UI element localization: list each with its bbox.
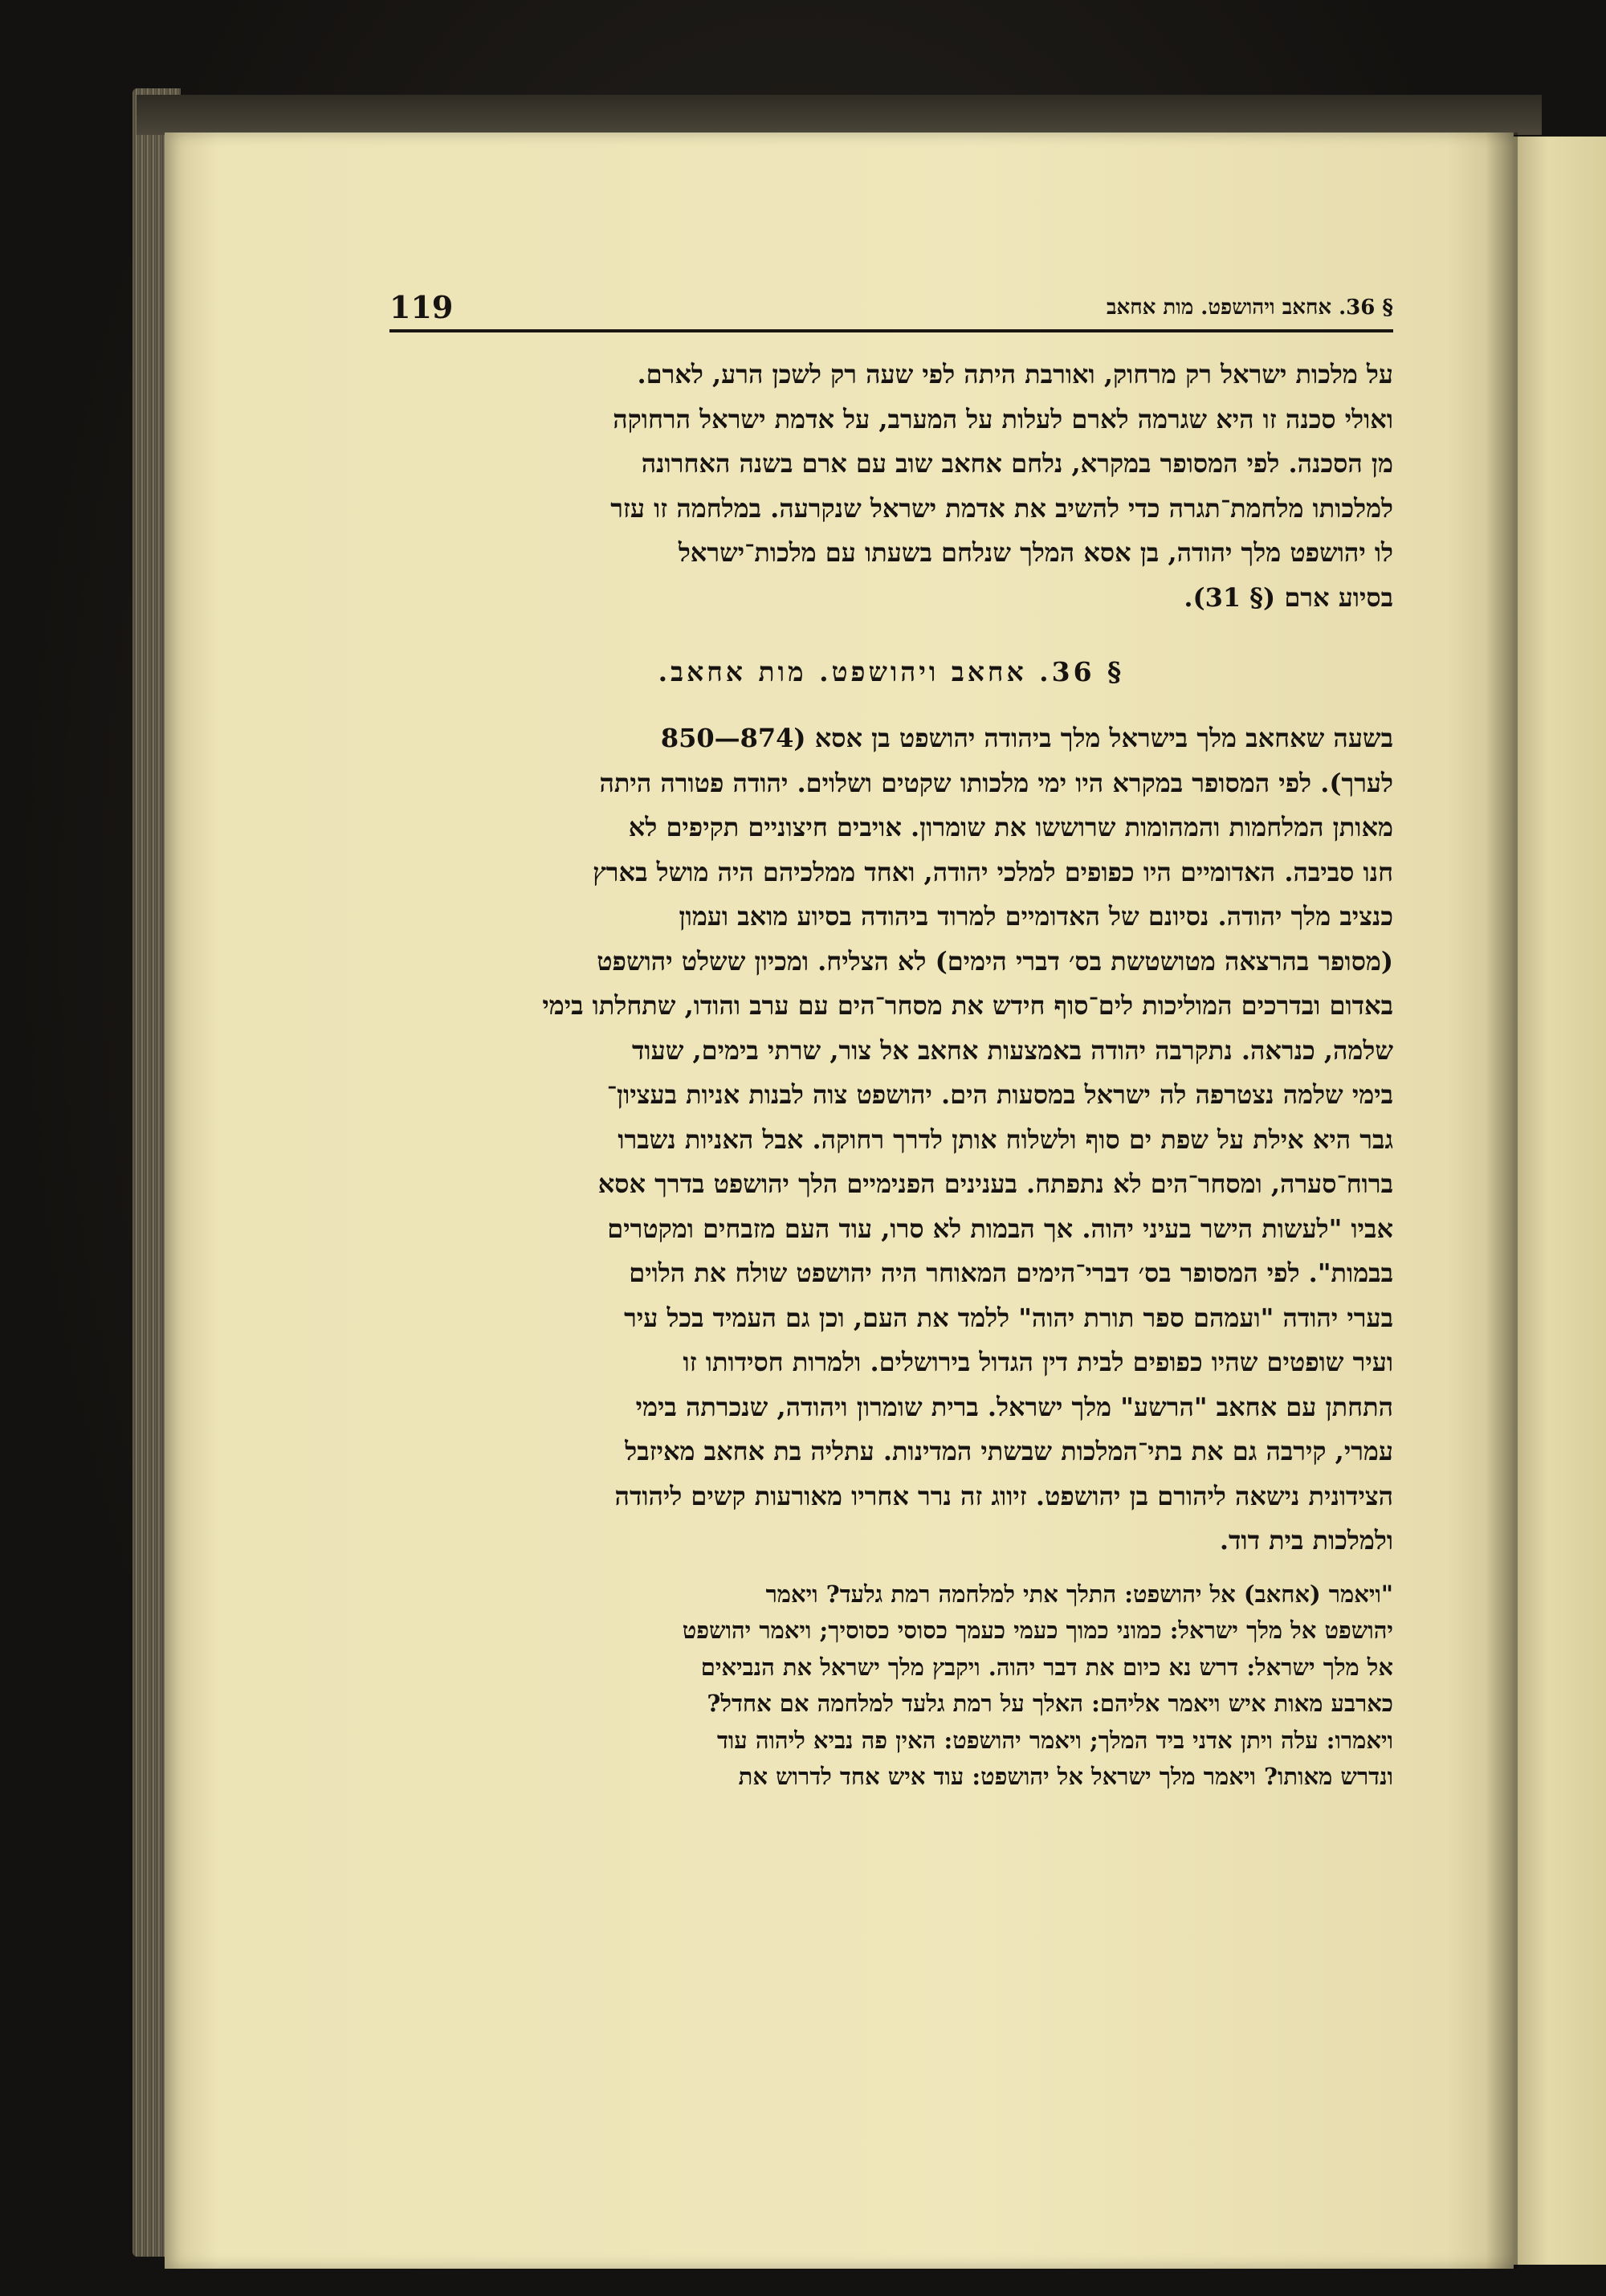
text-line: בשעה שאחאב מלך בישראל מלך ביהודה יהושפט בן אסא (874—850 (660, 723, 1393, 753)
running-title: § 36. אחאב ויהושפט. מות אחאב (1106, 296, 1393, 320)
text-line: שלמה, כנראה. נתקרבה יהודה באמצעות אחאב אל צור, שרתי בימים, שעוד (632, 1034, 1393, 1066)
text-line: כארבע מאות איש ויאמר אליהם: האלך על רמת גלעד למלחמה אם אחדל? (707, 1690, 1393, 1717)
running-head (389, 289, 1393, 332)
text-line: מן הסכנה. לפי המסופר במקרא, נלחם אחאב שוב עם ארם בשנה האחרונה (641, 448, 1393, 479)
text-line: בימי שלמה נצטרפה לה ישראל במסעות הים. יהושפט צוה לבנות אניות בעציון־ (606, 1079, 1393, 1110)
text-line: מאותן המלחמות והמהומות שרוששו את שומרון. אויבים חיצוניים תקיפים לא (628, 812, 1393, 842)
text-line: חנו סביבה. האדומיים היו כפופים למלכי יהודה, ואחד ממלכיהם היה מושל בארץ (593, 856, 1393, 887)
text-line: בערי יהודה "ועמהם ספר תורת יהוה" ללמד את העם, וכן גם העמיד בכל עיר (624, 1302, 1393, 1333)
page-content (389, 289, 1393, 1796)
text-line: ונדרש מאותו? ויאמר מלך ישראל אל יהושפט: עוד איש אחד לדרוש את (738, 1763, 1393, 1790)
biblical-quotation (389, 1576, 1393, 1796)
text-line: לו יהושפט מלך יהודה, בן אסא המלך שנלחם בשעתו עם מלכות־ישראל (678, 537, 1393, 568)
paragraph-continuation (389, 353, 1393, 620)
text-line: באדום ובדרכים המוליכות לים־סוף חידש את מסחר־הים עם ערב והודו, שתחלתו בימי (542, 990, 1393, 1021)
text-line: ולמלכות בית דוד. (1219, 1525, 1393, 1556)
section-heading: § 36. אחאב ויהושפט. מות אחאב. (658, 656, 1125, 687)
gutter-shadow (1486, 133, 1518, 2269)
text-line: יהושפט אל מלך ישראל: כמוני כמוך כעמי כעמך כסוסי כסוסיך; ויאמר יהושפט (682, 1617, 1393, 1644)
text-line: בבמות". לפי המסופר בס׳ דברי־הימים המאוחר היה יהושפט שולח את הלוים (629, 1258, 1393, 1288)
text-line: ברוח־סערה, ומסחר־הים לא נתפתח. בענינים הפנימיים הלך יהושפט בדרך אסא (597, 1168, 1393, 1199)
text-line: ועיר שופטים שהיו כפופים לבית דין הגדול בירושלים. ולמרות חסידותו זו (683, 1347, 1393, 1377)
facing-page-edge (1510, 137, 1606, 2265)
text-line: (מסופר בהרצאה מטושטשת בס׳ דברי הימים) לא הצליח. ומכיון ששלט יהושפט (597, 945, 1393, 977)
text-line: "ויאמר (אחאב) אל יהושפט: התלך אתי למלחמה רמת גלעד? ויאמר (765, 1580, 1393, 1608)
book-cover-top (137, 95, 1542, 135)
page-number: 119 (389, 289, 454, 325)
text-line: על מלכות ישראל רק מרחוק, ואורבת היתה לפי שעה רק לשכן הרע, לארם. (637, 359, 1393, 389)
text-line: כנציב מלך יהודה. נסיונם של האדומיים למרוד ביהודה בסיוע מואב ועמון (679, 901, 1393, 932)
text-line: התחתן עם אחאב "הרשע" מלך ישראל. ברית שומרון ויהודה, שנכרתה בימי (635, 1391, 1393, 1422)
text-line: אביו "לעשות הישר בעיני יהוה. אך הבמות לא סרו, עוד העם מזבחים ומקטרים (607, 1213, 1393, 1244)
text-line: גבר היא אילת על שפת ים סוף ולשלוח אותן לדרך רחוקה. אבל האניות נשברו (618, 1124, 1393, 1155)
text-line: לערך). לפי המסופר במקרא היו ימי מלכותו שקטים ושלוים. יהודה פטורה היתה (599, 767, 1393, 798)
text-line: עמרי, קירבה גם את בתי־המלכות שבשתי המדינות. עתליה בת אחאב מאיזבל (625, 1436, 1393, 1466)
text-line: אל מלך ישראל: דרש נא כיום את דבר יהוה. ויקבץ מלך ישראל את הנביאים (700, 1653, 1393, 1681)
text-line: הצידונית נישאה ליהורם בן יהושפט. זיווג זה נרר אחריו מאורעות קשים ליהודה (614, 1480, 1393, 1511)
text-line: למלכותו מלחמת־תגרה כדי להשיב את אדמת ישראל שנקרעה. במלחמה זו עזר (610, 492, 1393, 524)
text-line: ואולי סכנה זו היא שגרמה לארם לעלות על המערב, על אדמת ישראל הרחוקה (613, 403, 1393, 434)
paragraph-main (389, 716, 1393, 1564)
text-line: בסיוע ארם (§ 31). (1184, 581, 1393, 613)
text-line: ויאמרו: עלה ויתן אדני ביד המלך; ויאמר יהושפט: האין פה נביא ליהוה עוד (716, 1726, 1393, 1754)
